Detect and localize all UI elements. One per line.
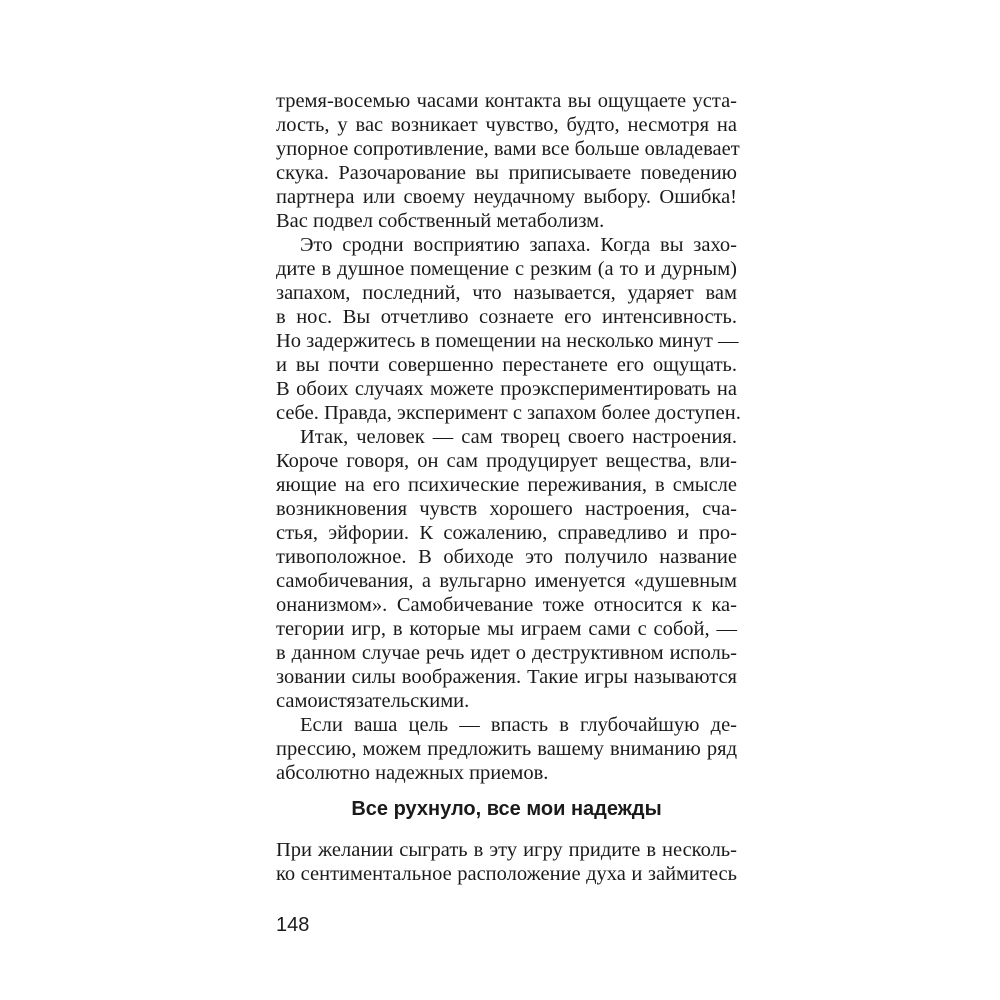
text-line: Короче говоря, он сам продуцирует вещества, вли- [276, 450, 737, 472]
text-line: скука. Разочарование вы приписываете поведению [276, 162, 737, 184]
text-line: тивоположное. В обиходе это получило название [276, 546, 737, 568]
text-line: Итак, человек — сам творец своего настроения. [300, 426, 737, 448]
page-number: 148 [276, 914, 310, 936]
text-line: дите в душное помещение с резким (а то и дурным) [276, 258, 737, 280]
text-line: партнера или своему неудачному выбору. Ошибка! [276, 186, 737, 208]
text-line: стья, эйфории. К сожалению, справедливо и про- [276, 522, 737, 544]
text-line: ко сентиментальное расположение духа и займитесь [276, 863, 737, 885]
text-line: самоистязательскими. [276, 690, 470, 712]
text-line: прессию, можем предложить вашему вниманию ряд [276, 738, 737, 760]
text-line: лость, у вас возникает чувство, будто, несмотря на [276, 114, 737, 136]
text-line: В обоих случаях можете проэкспериментировать на [276, 378, 737, 400]
text-line: При желании сыграть в эту игру придите в несколь- [276, 839, 737, 861]
section-heading: Все рухнуло, все мои надежды [351, 798, 662, 820]
text-line: яющие на его психические переживания, в смысле [276, 474, 737, 496]
text-line: Если ваша цель — впасть в глубочайшую де- [300, 714, 737, 736]
text-line: в данном случае речь идет о деструктивном исполь- [276, 642, 737, 664]
text-line: самобичевания, а вульгарно именуется «душевным [276, 570, 737, 592]
text-line: возникновения чувств хорошего настроения, сча- [276, 498, 737, 520]
text-line: зовании силы воображения. Такие игры называются [276, 666, 737, 688]
text-line: запахом, последний, что называется, ударяет вам [276, 282, 737, 304]
text-line: Вас подвел собственный метаболизм. [276, 210, 605, 232]
text-line: Это сродни восприятию запаха. Когда вы захо- [300, 234, 737, 256]
text-line: себе. Правда, эксперимент с запахом более доступен. [276, 402, 741, 424]
text-line: тремя-восемью часами контакта вы ощущаете уста- [276, 90, 737, 112]
text-line: в нос. Вы отчетливо сознаете его интенсивность. [276, 306, 737, 328]
text-line: Но задержитесь в помещении на несколько минут — [276, 330, 739, 352]
text-line: абсолютно надежных приемов. [276, 762, 549, 784]
text-line: тегории игр, в которые мы играем сами с собой, — [276, 618, 737, 640]
text-line: и вы почти совершенно перестанете его ощущать. [276, 354, 737, 376]
text-line: упорное сопротивление, вами все больше овладевает [276, 138, 740, 160]
text-line: онанизмом». Самобичевание тоже относится к ка- [276, 594, 737, 616]
